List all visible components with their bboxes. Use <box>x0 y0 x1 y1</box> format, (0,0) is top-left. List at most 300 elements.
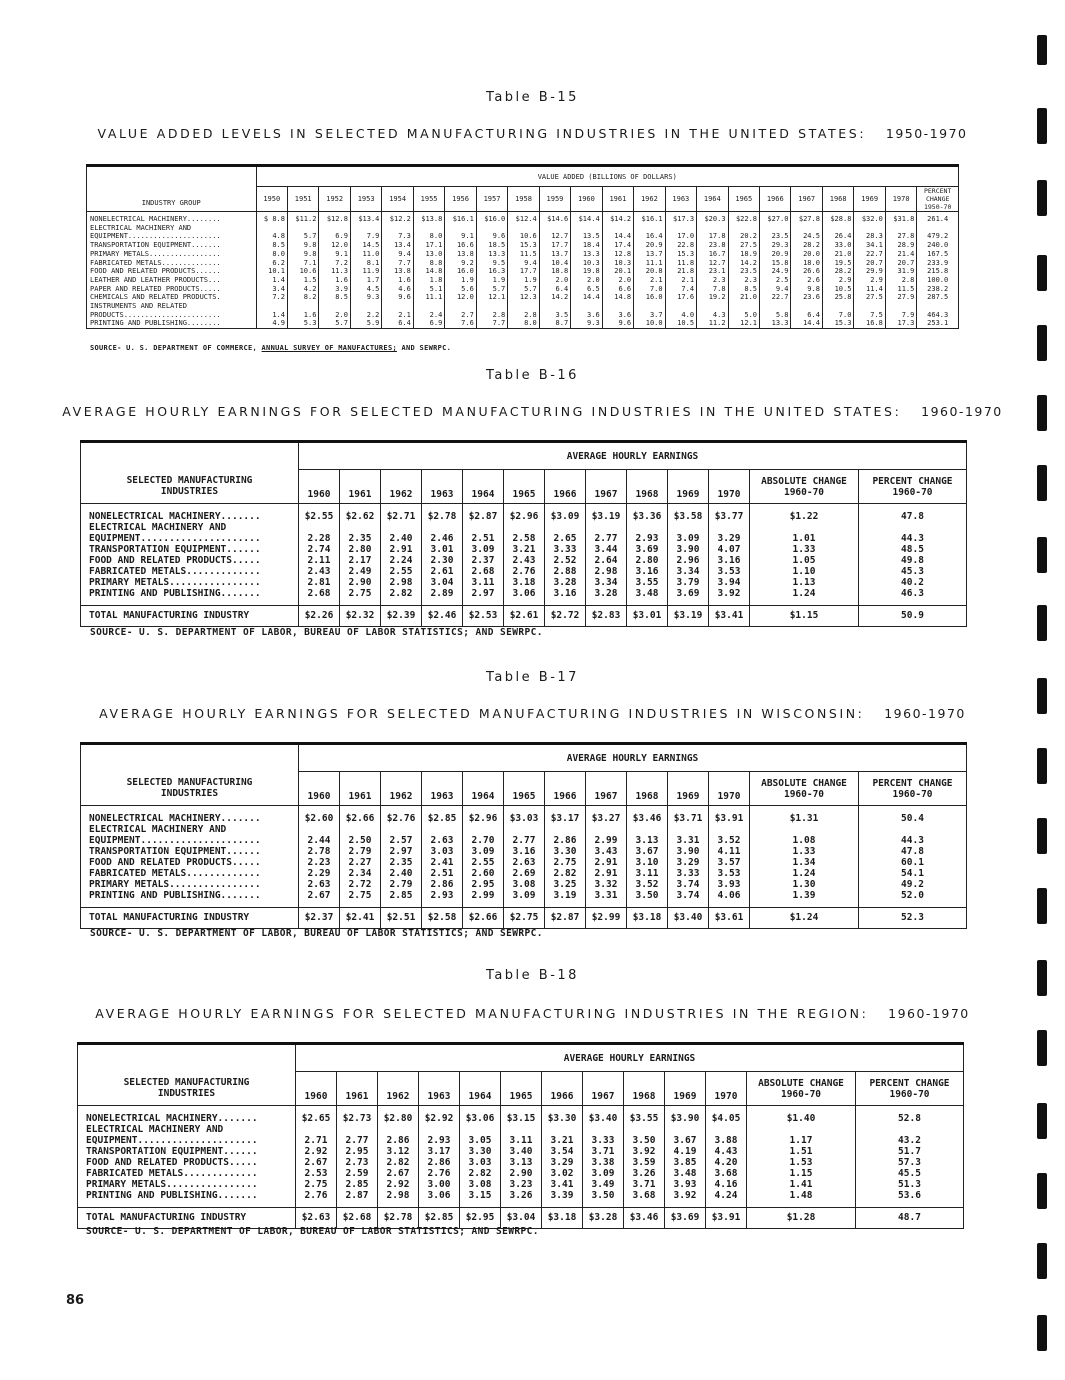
value-cell: 6.5 <box>571 285 602 294</box>
value-cell: 13.3 <box>476 250 507 259</box>
value-cell: $11.2 <box>287 212 318 224</box>
value-cell: 2.2 <box>350 311 381 320</box>
value-cell <box>760 224 791 233</box>
value-cell: $2.87 <box>463 504 504 523</box>
year-header: 1968 <box>822 187 853 212</box>
table-row <box>87 212 959 224</box>
table-row <box>81 806 967 825</box>
industry-group-header: INDUSTRY GROUP <box>87 166 257 212</box>
value-cell: 2.86 <box>545 835 586 846</box>
value-cell: 2.23 <box>299 857 340 868</box>
value-cell: 2.99 <box>586 835 627 846</box>
value-cell: 3.50 <box>583 1190 624 1201</box>
value-cell <box>665 1124 706 1135</box>
total-value-cell: $2.37 <box>299 908 340 929</box>
value-cell: 31.9 <box>885 267 916 276</box>
value-cell: 2.8 <box>508 311 539 320</box>
value-cell: 2.9 <box>822 276 853 285</box>
industries-header <box>81 442 299 504</box>
value-cell: 2.95 <box>337 1146 378 1157</box>
year-header: 1956 <box>445 187 476 212</box>
year-header: 1964 <box>697 187 728 212</box>
value-cell: 6.9 <box>319 232 350 241</box>
percent-change-cell: 215.8 <box>917 267 959 276</box>
value-cell: 7.0 <box>822 311 853 320</box>
value-cell: 10.6 <box>287 267 318 276</box>
value-cell: 3.26 <box>501 1190 542 1201</box>
industry-label: EQUIPMENT..................... <box>86 1135 258 1146</box>
value-cell: $3.46 <box>627 806 668 825</box>
absolute-change-header <box>750 470 859 504</box>
year-header: 1960 <box>299 470 340 504</box>
value-cell: 14.2 <box>728 259 759 268</box>
total-value-cell: $2.72 <box>545 606 586 627</box>
value-cell: 3.92 <box>709 588 750 599</box>
value-cell: 8.0 <box>508 319 539 328</box>
value-cell: 5.6 <box>445 285 476 294</box>
year-header: 1950 <box>256 187 287 212</box>
value-cell: 9.6 <box>382 293 413 302</box>
value-cell <box>624 1124 665 1135</box>
value-cell: 3.10 <box>627 857 668 868</box>
industry-label: EQUIPMENT...................... <box>90 232 221 241</box>
value-cell: 3.57 <box>709 857 750 868</box>
value-cell <box>256 224 287 233</box>
value-cell: $14.6 <box>539 212 570 224</box>
industry-label: PRINTING AND PUBLISHING....... <box>89 588 261 599</box>
value-cell <box>697 224 728 233</box>
value-cell: 2.71 <box>296 1135 337 1146</box>
value-cell: 3.23 <box>501 1179 542 1190</box>
percent-change-header <box>856 1072 964 1106</box>
value-cell: 9.4 <box>382 250 413 259</box>
value-cell: 3.09 <box>463 544 504 555</box>
value-cell: 13.8 <box>382 267 413 276</box>
value-cell: 2.69 <box>504 868 545 879</box>
value-cell: 3.28 <box>586 588 627 599</box>
value-cell: 2.89 <box>422 588 463 599</box>
percent-change-cell <box>856 1124 964 1135</box>
total-value-cell: $2.46 <box>422 606 463 627</box>
year-header: 1966 <box>760 187 791 212</box>
value-cell: 8.0 <box>413 232 444 241</box>
value-cell: 7.9 <box>885 311 916 320</box>
binding-mark <box>1037 818 1047 854</box>
percent-change-cell: 253.1 <box>917 319 959 328</box>
value-cell: 22.8 <box>665 241 696 250</box>
value-cell: 3.53 <box>709 868 750 879</box>
table-b15-source: SOURCE- U. S. DEPARTMENT OF COMMERCE, ANNUAL SURVEY OF MANUFACTURES; AND SEWRPC. <box>90 344 452 352</box>
value-cell: 2.1 <box>665 276 696 285</box>
value-cell: 4.11 <box>709 846 750 857</box>
absolute-change-header <box>747 1072 856 1106</box>
value-cell: 12.0 <box>319 241 350 250</box>
industries-header-line1: SELECTED MANUFACTURING <box>126 777 253 788</box>
value-cell: 20.0 <box>791 250 822 259</box>
value-cell: 26.6 <box>791 267 822 276</box>
year-header: 1965 <box>504 772 545 806</box>
binding-mark <box>1037 1315 1047 1351</box>
value-cell: 10.0 <box>634 319 665 328</box>
value-cell <box>709 824 750 835</box>
industry-label: FABRICATED METALS............. <box>86 1168 258 1179</box>
value-cell <box>299 824 340 835</box>
value-cell: 3.93 <box>709 879 750 890</box>
value-cell: 7.8 <box>697 285 728 294</box>
value-cell <box>476 224 507 233</box>
value-cell: 6.4 <box>382 319 413 328</box>
value-cell: 11.8 <box>665 259 696 268</box>
year-header: 1962 <box>381 772 422 806</box>
binding-mark <box>1037 1030 1047 1066</box>
value-cell: 13.5 <box>571 232 602 241</box>
value-cell <box>422 824 463 835</box>
source-publication-link: ANNUAL SURVEY OF MANUFACTURES; <box>261 344 397 352</box>
table-b17-source: SOURCE- U. S. DEPARTMENT OF LABOR, BUREAU OF LABOR STATISTICS; AND SEWRPC. <box>90 928 543 939</box>
value-cell: 3.17 <box>419 1146 460 1157</box>
value-cell: 7.2 <box>256 293 287 302</box>
value-cell: 8.5 <box>256 241 287 250</box>
value-cell: 2.70 <box>463 835 504 846</box>
value-cell: $2.85 <box>422 806 463 825</box>
absolute-change-header-line1: ABSOLUTE CHANGE <box>758 1077 844 1089</box>
value-cell: 29.3 <box>760 241 791 250</box>
value-cell: 11.1 <box>634 259 665 268</box>
year-header: 1964 <box>463 470 504 504</box>
value-cell <box>463 522 504 533</box>
value-cell: 2.60 <box>463 868 504 879</box>
percent-change-header <box>859 772 967 806</box>
value-cell: 28.9 <box>885 241 916 250</box>
percent-change-header-line1: PERCENT CHANGE <box>872 475 953 487</box>
year-header: 1962 <box>378 1072 419 1106</box>
value-cell: 3.12 <box>378 1146 419 1157</box>
value-cell: 2.58 <box>504 533 545 544</box>
value-cell: 2.55 <box>381 566 422 577</box>
value-cell: $16.1 <box>445 212 476 224</box>
value-cell: 2.43 <box>299 566 340 577</box>
value-cell: 9.5 <box>476 259 507 268</box>
value-cell: 11.5 <box>885 285 916 294</box>
value-cell: 16.3 <box>476 267 507 276</box>
percent-change-cell: 47.8 <box>859 504 967 523</box>
value-cell: 3.29 <box>542 1157 583 1168</box>
absolute-change-cell: $1.40 <box>747 1106 856 1125</box>
value-cell: 3.39 <box>542 1190 583 1201</box>
value-cell: 4.6 <box>382 285 413 294</box>
value-cell: 17.4 <box>602 241 633 250</box>
value-cell: 16.8 <box>854 319 885 328</box>
value-cell: 8.1 <box>350 259 381 268</box>
percent-change-cell: 100.0 <box>917 276 959 285</box>
value-cell: 3.03 <box>460 1157 501 1168</box>
value-cell <box>542 1124 583 1135</box>
value-cell: $2.66 <box>340 806 381 825</box>
value-cell <box>586 824 627 835</box>
value-cell: $3.77 <box>709 504 750 523</box>
percent-change-header: PERCENT CHANGE 1950-70 <box>917 187 959 212</box>
industry-label: FABRICATED METALS............. <box>89 868 261 879</box>
table-row <box>81 577 967 588</box>
value-cell: 2.85 <box>337 1179 378 1190</box>
value-cell: 2.35 <box>340 533 381 544</box>
value-cell: $2.78 <box>422 504 463 523</box>
industry-label: ELECTRICAL MACHINERY AND <box>89 522 227 533</box>
value-cell: 8.5 <box>728 285 759 294</box>
value-cell <box>445 224 476 233</box>
value-cell: 3.71 <box>624 1179 665 1190</box>
value-cell: 9.8 <box>791 285 822 294</box>
value-cell: 6.4 <box>791 311 822 320</box>
table-row <box>87 302 959 311</box>
value-cell: 2.43 <box>504 555 545 566</box>
value-cell: 13.3 <box>571 250 602 259</box>
total-value-cell: $3.28 <box>583 1208 624 1229</box>
value-cell <box>350 224 381 233</box>
value-cell: 2.76 <box>296 1190 337 1201</box>
value-cell: 10.6 <box>508 232 539 241</box>
value-cell: 16.0 <box>634 293 665 302</box>
value-cell: 3.06 <box>419 1190 460 1201</box>
value-cell: 8.2 <box>287 293 318 302</box>
value-cell <box>337 1124 378 1135</box>
total-value-cell: $3.40 <box>668 908 709 929</box>
value-cell <box>299 522 340 533</box>
value-cell: 1.5 <box>287 276 318 285</box>
table-b18-source: SOURCE- U. S. DEPARTMENT OF LABOR, BUREAU OF LABOR STATISTICS; AND SEWRPC. <box>86 1226 539 1237</box>
value-cell: 3.52 <box>709 835 750 846</box>
value-cell: 11.9 <box>350 267 381 276</box>
value-cell: $27.8 <box>791 212 822 224</box>
value-cell: 9.1 <box>445 232 476 241</box>
total-percent-change-cell: 50.9 <box>859 606 967 627</box>
value-cell: 2.93 <box>627 533 668 544</box>
absolute-change-header <box>750 772 859 806</box>
value-cell: 4.20 <box>706 1157 747 1168</box>
value-cell: $13.4 <box>350 212 381 224</box>
industries-header-line1: SELECTED MANUFACTURING <box>123 1077 250 1088</box>
total-label: TOTAL MANUFACTURING INDUSTRY <box>78 1208 296 1229</box>
table-row <box>81 533 967 544</box>
value-cell: 13.3 <box>760 319 791 328</box>
value-cell <box>627 824 668 835</box>
table-b16 <box>80 440 967 627</box>
value-cell: 2.80 <box>340 544 381 555</box>
total-value-cell: $2.99 <box>586 908 627 929</box>
value-cell <box>545 824 586 835</box>
value-cell: 10.3 <box>571 259 602 268</box>
value-cell: 3.29 <box>709 533 750 544</box>
value-cell: $2.60 <box>299 806 340 825</box>
value-cell: 4.06 <box>709 890 750 901</box>
value-cell: 12.7 <box>539 232 570 241</box>
percent-change-header-line1: PERCENT CHANGE <box>869 1077 950 1089</box>
value-cell: 3.90 <box>668 846 709 857</box>
value-cell: $2.65 <box>296 1106 337 1125</box>
value-cell: $12.2 <box>382 212 413 224</box>
value-cell: 3.31 <box>668 835 709 846</box>
absolute-change-cell <box>750 522 859 533</box>
value-cell: 23.8 <box>697 241 728 250</box>
value-cell: 15.3 <box>508 241 539 250</box>
value-cell: 2.75 <box>340 588 381 599</box>
industry-label: PRIMARY METALS................ <box>89 577 261 588</box>
binding-mark <box>1037 748 1047 784</box>
total-value-cell: $2.51 <box>381 908 422 929</box>
total-value-cell: $3.41 <box>709 606 750 627</box>
value-cell: $3.36 <box>627 504 668 523</box>
value-cell: 7.0 <box>634 285 665 294</box>
year-header: 1967 <box>791 187 822 212</box>
value-cell <box>668 824 709 835</box>
value-cell: 3.68 <box>706 1168 747 1179</box>
value-cell: 3.32 <box>586 879 627 890</box>
industries-header <box>81 744 299 806</box>
absolute-change-cell: 1.08 <box>750 835 859 846</box>
value-cell: 15.3 <box>822 319 853 328</box>
year-header: 1969 <box>854 187 885 212</box>
value-cell: 2.9 <box>854 276 885 285</box>
value-cell: 8.0 <box>256 250 287 259</box>
value-cell: 5.9 <box>350 319 381 328</box>
value-cell: $12.8 <box>319 212 350 224</box>
table-row <box>87 319 959 328</box>
total-value-cell: $2.87 <box>545 908 586 929</box>
binding-mark <box>1037 1243 1047 1279</box>
value-cell: 7.5 <box>854 311 885 320</box>
value-cell <box>504 824 545 835</box>
value-cell: 7.9 <box>350 232 381 241</box>
year-header: 1960 <box>571 187 602 212</box>
industry-label: PAPER AND RELATED PRODUCTS..... <box>90 284 221 293</box>
value-cell: 3.55 <box>627 577 668 588</box>
value-cell: 2.63 <box>504 857 545 868</box>
value-cell: 2.46 <box>422 533 463 544</box>
value-cell: $3.55 <box>624 1106 665 1125</box>
value-cell: 2.77 <box>504 835 545 846</box>
total-value-cell: $2.75 <box>504 908 545 929</box>
value-cell <box>287 224 318 233</box>
year-header: 1968 <box>627 772 668 806</box>
total-value-cell: $2.78 <box>378 1208 419 1229</box>
absolute-change-cell: $1.22 <box>750 504 859 523</box>
percent-change-cell <box>859 824 967 835</box>
value-cell: 7.2 <box>319 259 350 268</box>
percent-change-cell: 45.5 <box>856 1168 964 1179</box>
value-cell: 2.79 <box>340 846 381 857</box>
percent-change-cell: 48.5 <box>859 544 967 555</box>
year-header: 1960 <box>299 772 340 806</box>
value-cell: 3.59 <box>624 1157 665 1168</box>
industries-header-line2: INDUSTRIES <box>157 1088 216 1099</box>
absolute-change-cell: 1.33 <box>750 846 859 857</box>
absolute-change-cell <box>750 824 859 835</box>
total-percent-change-cell: 52.3 <box>859 908 967 929</box>
value-cell: 3.92 <box>624 1146 665 1157</box>
industry-label: FOOD AND RELATED PRODUCTS...... <box>90 267 221 276</box>
value-cell: 2.29 <box>299 868 340 879</box>
value-cell: 7.4 <box>665 285 696 294</box>
value-cell: 10.5 <box>665 319 696 328</box>
absolute-change-cell: 1.39 <box>750 890 859 901</box>
value-cell: 5.8 <box>760 311 791 320</box>
percent-change-cell: 45.3 <box>859 566 967 577</box>
table-row <box>78 1157 964 1168</box>
table-row <box>81 879 967 890</box>
table-row <box>87 250 959 259</box>
value-cell: 2.78 <box>299 846 340 857</box>
value-cell: 3.21 <box>542 1135 583 1146</box>
industry-label: NONELECTRICAL MACHINERY........ <box>90 215 221 223</box>
year-header: 1966 <box>545 772 586 806</box>
value-cell: 18.4 <box>571 241 602 250</box>
value-cell: 2.63 <box>422 835 463 846</box>
value-cell: 7.7 <box>382 259 413 268</box>
value-cell: 17.1 <box>413 241 444 250</box>
table-b18 <box>77 1042 964 1229</box>
value-cell: 4.19 <box>665 1146 706 1157</box>
value-cell <box>791 302 822 311</box>
value-cell: 2.95 <box>463 879 504 890</box>
value-cell: 9.6 <box>476 232 507 241</box>
value-cell: 3.25 <box>545 879 586 890</box>
total-label: TOTAL MANUFACTURING INDUSTRY <box>81 606 299 627</box>
value-cell: 4.0 <box>665 311 696 320</box>
absolute-change-header-line2: 1960-70 <box>783 788 825 800</box>
year-header: 1970 <box>706 1072 747 1106</box>
value-cell: 4.5 <box>350 285 381 294</box>
value-cell: 4.07 <box>709 544 750 555</box>
value-cell: 2.87 <box>337 1190 378 1201</box>
value-cell: 2.52 <box>545 555 586 566</box>
value-cell: 3.74 <box>668 890 709 901</box>
year-header: 1963 <box>419 1072 460 1106</box>
table-row <box>87 232 959 241</box>
binding-mark <box>1037 888 1047 924</box>
year-header: 1965 <box>728 187 759 212</box>
table-b15-title: VALUE ADDED LEVELS IN SELECTED MANUFACTURING INDUSTRIES IN THE UNITED STATES: 1950-1970 <box>97 126 968 141</box>
percent-change-cell: 47.8 <box>859 846 967 857</box>
value-cell: $3.58 <box>668 504 709 523</box>
total-value-cell: $2.41 <box>340 908 381 929</box>
value-cell: 6.9 <box>413 319 444 328</box>
value-cell: 2.85 <box>381 890 422 901</box>
year-header: 1959 <box>539 187 570 212</box>
value-cell <box>419 1124 460 1135</box>
value-cell: 19.2 <box>697 293 728 302</box>
industry-label: PRODUCTS....................... <box>90 310 221 319</box>
value-cell: 3.33 <box>545 544 586 555</box>
table-b18-number: Table B-18 <box>486 968 579 983</box>
year-header: 1969 <box>668 772 709 806</box>
value-cell: 25.8 <box>822 293 853 302</box>
year-header: 1969 <box>665 1072 706 1106</box>
value-cell: 14.4 <box>602 232 633 241</box>
total-value-cell: $2.66 <box>463 908 504 929</box>
value-cell: 4.2 <box>287 285 318 294</box>
total-value-cell: $2.39 <box>381 606 422 627</box>
percent-change-cell: 167.5 <box>917 250 959 259</box>
value-cell: $2.96 <box>463 806 504 825</box>
value-cell <box>319 224 350 233</box>
percent-change-cell: 287.5 <box>917 293 959 302</box>
percent-change-cell: 49.8 <box>859 555 967 566</box>
year-header: 1966 <box>545 470 586 504</box>
industry-label: CHEMICALS AND RELATED PRODUCTS. <box>90 293 221 302</box>
value-cell: 10.1 <box>256 267 287 276</box>
value-cell <box>413 302 444 311</box>
value-cell: $3.40 <box>583 1106 624 1125</box>
